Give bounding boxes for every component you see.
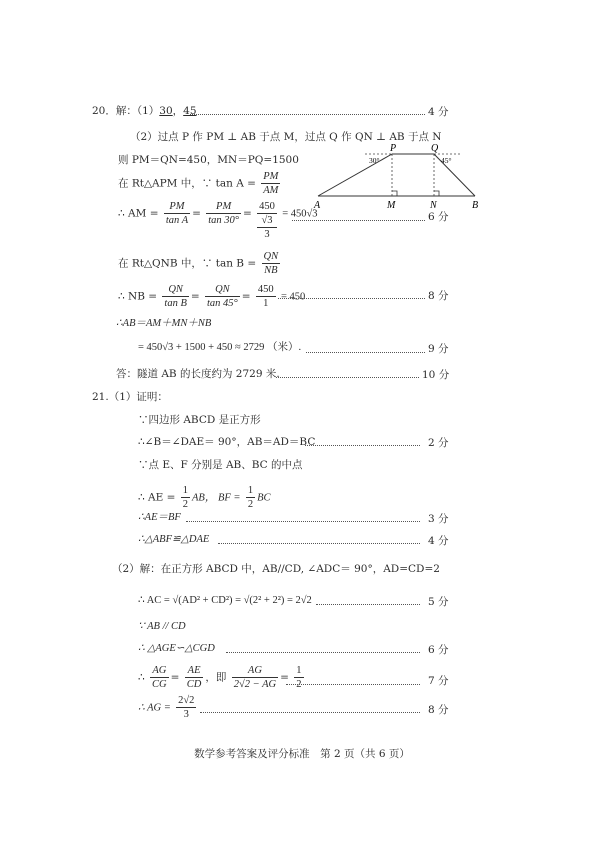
label-q: Q	[431, 143, 439, 154]
ag-prefix: ∴ AG =	[138, 702, 171, 714]
dot-leader	[276, 377, 419, 378]
dot-leader	[305, 445, 420, 446]
page-footer: 数学参考答案及评分标准 第 2 页（共 6 页）	[194, 748, 410, 760]
q21-line4	[138, 484, 271, 511]
numerator: 1	[296, 665, 302, 676]
denominator: tan A	[165, 215, 189, 226]
fraction-pm-tan30	[206, 200, 241, 227]
score-5: 5 分	[428, 596, 449, 608]
numerator: PM	[263, 171, 279, 182]
fraction-ag-cg	[150, 664, 169, 691]
q21-line5: ∴AE＝BF	[138, 512, 181, 523]
ae-mid: AB， BF =	[192, 492, 241, 504]
fraction-qn-nb	[262, 250, 281, 277]
namely: ，即	[205, 671, 227, 684]
q21-parallel: ∵ AB // CD	[138, 621, 186, 632]
q20-am-line: ∴ AM = $\frac{PM}{\text{tan A}}$ = $\frac{PM}{\tan 30^\circ}$ = 450 √3 3 = 450√3	[118, 201, 318, 240]
q21-ratio-line	[138, 664, 306, 691]
denominator: tan 30°	[208, 215, 240, 226]
fraction-ag-expr	[232, 664, 278, 691]
numerator: 1	[247, 485, 254, 496]
fraction-ae-cd	[185, 664, 204, 691]
therefore: ∴	[138, 671, 145, 684]
fraction-2root2-over-3	[176, 694, 196, 721]
denominator: CD	[186, 679, 202, 690]
numerator: 1	[182, 485, 188, 496]
score-8: 8 分	[428, 704, 449, 716]
q21-ac-line: ∴ AC = √(AD² + CD²) = √(2² + 2²) = 2√2	[138, 595, 312, 606]
equals: =	[280, 671, 289, 684]
denominator: AM	[263, 185, 279, 196]
q20-label: 20．解：（1）	[92, 105, 160, 117]
score-9: 9 分	[428, 343, 449, 355]
q21-line2: ∴∠B＝∠DAE＝ 90°，AB＝AD＝BC	[138, 436, 316, 448]
rt-apm-text: 在 Rt△APM 中，∵ tan A =	[118, 177, 256, 190]
angle-30: 30°	[369, 156, 380, 165]
fraction-450-1	[256, 283, 276, 310]
am-prefix: ∴ AM =	[118, 207, 159, 220]
q20-rt-apm	[118, 170, 282, 197]
numerator: QN	[162, 283, 188, 297]
denominator: CG	[152, 679, 167, 690]
numerator: QN	[205, 283, 240, 297]
label-a: A	[314, 200, 321, 211]
fraction-half	[181, 484, 190, 511]
numerator: AE	[185, 664, 204, 678]
score-2: 2 分	[428, 437, 449, 449]
numerator: 450	[257, 284, 274, 295]
q21-similar: ∴ △AGE∽△CGD	[138, 643, 215, 654]
equals: =	[170, 671, 180, 684]
denominator: 3	[183, 709, 189, 720]
q21-line1: ∵四边形 ABCD 是正方形	[138, 414, 261, 426]
angle-45: 45°	[441, 156, 452, 165]
denominator-denominator: 3	[264, 229, 270, 240]
bf-end: BC	[257, 492, 271, 504]
denominator: 2	[182, 499, 188, 510]
q21-label: 21.（1）证明：	[92, 391, 168, 403]
label-p: P	[390, 143, 397, 154]
score-6: 6 分	[428, 211, 449, 223]
denominator-numerator: √3	[257, 214, 277, 228]
right-angle-m	[392, 191, 397, 196]
denominator: tan B	[164, 298, 187, 309]
dot-leader	[306, 352, 425, 353]
answer-30: 30	[159, 105, 173, 117]
dot-leader	[286, 684, 420, 685]
dot-leader	[186, 521, 420, 522]
q21-part2: （2）解：在正方形 ABCD 中，AB//CD, ∠ADC＝ 90°，AD=CD=2	[112, 563, 440, 575]
am-result: = 450√3	[282, 208, 318, 220]
q20-then: 则 PM＝QN=450，MN＝PQ=1500	[118, 154, 299, 166]
numerator: 2√2	[178, 695, 195, 706]
nb-result: = 450	[281, 291, 306, 303]
score-4: 4 分	[428, 106, 449, 118]
denominator: 2√2 − AG	[233, 679, 277, 690]
label-b: B	[472, 200, 479, 211]
score-8: 8 分	[428, 290, 449, 302]
denominator: tan 45°	[207, 298, 238, 309]
numerator: QN	[263, 251, 279, 262]
q20-nb-line: ∴ NB = $\frac{QN}{\text{tan B}}$ = $\frac{QN}{\tan 45^\circ}$ = $\frac{450}{1}$ = 450	[118, 284, 306, 309]
denominator: 1	[263, 298, 269, 309]
fraction-half	[294, 664, 303, 691]
q21-line6: ∴△ABF≌△DAE	[138, 534, 210, 545]
right-angle-n	[434, 191, 439, 196]
q20-part2: （2）过点 P 作 PM ⊥ AB 于点 M，过点 Q 作 QN ⊥ AB 于点 N	[130, 131, 442, 143]
dot-leader	[226, 652, 420, 653]
label-m: M	[387, 200, 396, 211]
score-6: 6 分	[428, 644, 449, 656]
dot-leader	[316, 604, 420, 605]
rt-qnb-text: 在 Rt△QNB 中，∵ tan B =	[118, 257, 257, 270]
dot-leader	[200, 712, 420, 713]
fraction-qn-tan45	[205, 283, 240, 310]
denominator: 2	[296, 679, 302, 690]
fraction-450-root3-over-3	[257, 200, 277, 241]
numerator: AG	[232, 664, 278, 678]
nb-prefix: ∴ NB =	[118, 290, 158, 303]
trapezoid-diagram	[310, 140, 490, 215]
q21-line3: ∵点 E、F 分别是 AB、BC 的中点	[138, 459, 303, 471]
dot-leader	[278, 298, 425, 299]
dot-leader	[292, 220, 425, 221]
fraction-half	[246, 484, 255, 511]
denominator: NB	[264, 265, 278, 276]
score-7: 7 分	[428, 675, 449, 687]
q20-rt-qnb	[118, 250, 282, 277]
segment-ap	[318, 154, 392, 196]
denominator: 2	[247, 499, 254, 510]
ae-prefix: ∴ AE =	[138, 491, 176, 504]
numerator: 450	[259, 201, 275, 212]
numerator: AG	[150, 664, 169, 678]
score-4: 4 分	[428, 535, 449, 547]
dot-leader	[218, 543, 420, 544]
separator: ，	[172, 105, 184, 117]
q20-part1	[92, 104, 197, 118]
fraction-pm-tana	[164, 200, 190, 227]
numerator: PM	[206, 200, 241, 214]
score-3: 3 分	[428, 513, 449, 525]
q21-ag-line	[138, 694, 198, 721]
fraction-qn-tanb	[162, 283, 188, 310]
dot-leader	[190, 114, 425, 115]
label-n: N	[430, 200, 437, 211]
answer-45: 45	[183, 105, 197, 117]
q20-ab-calc: = 450√3 + 1500 + 450 ≈ 2729 （米）.	[138, 342, 302, 353]
fraction-pm-am	[261, 170, 280, 197]
score-10: 10 分	[422, 369, 450, 381]
numerator: PM	[164, 200, 190, 214]
q20-answer: 答：隧道 AB 的长度约为 2729 米.	[116, 368, 280, 380]
q20-ab-sum: ∴AB＝AM＋MN＋NB	[116, 318, 212, 329]
